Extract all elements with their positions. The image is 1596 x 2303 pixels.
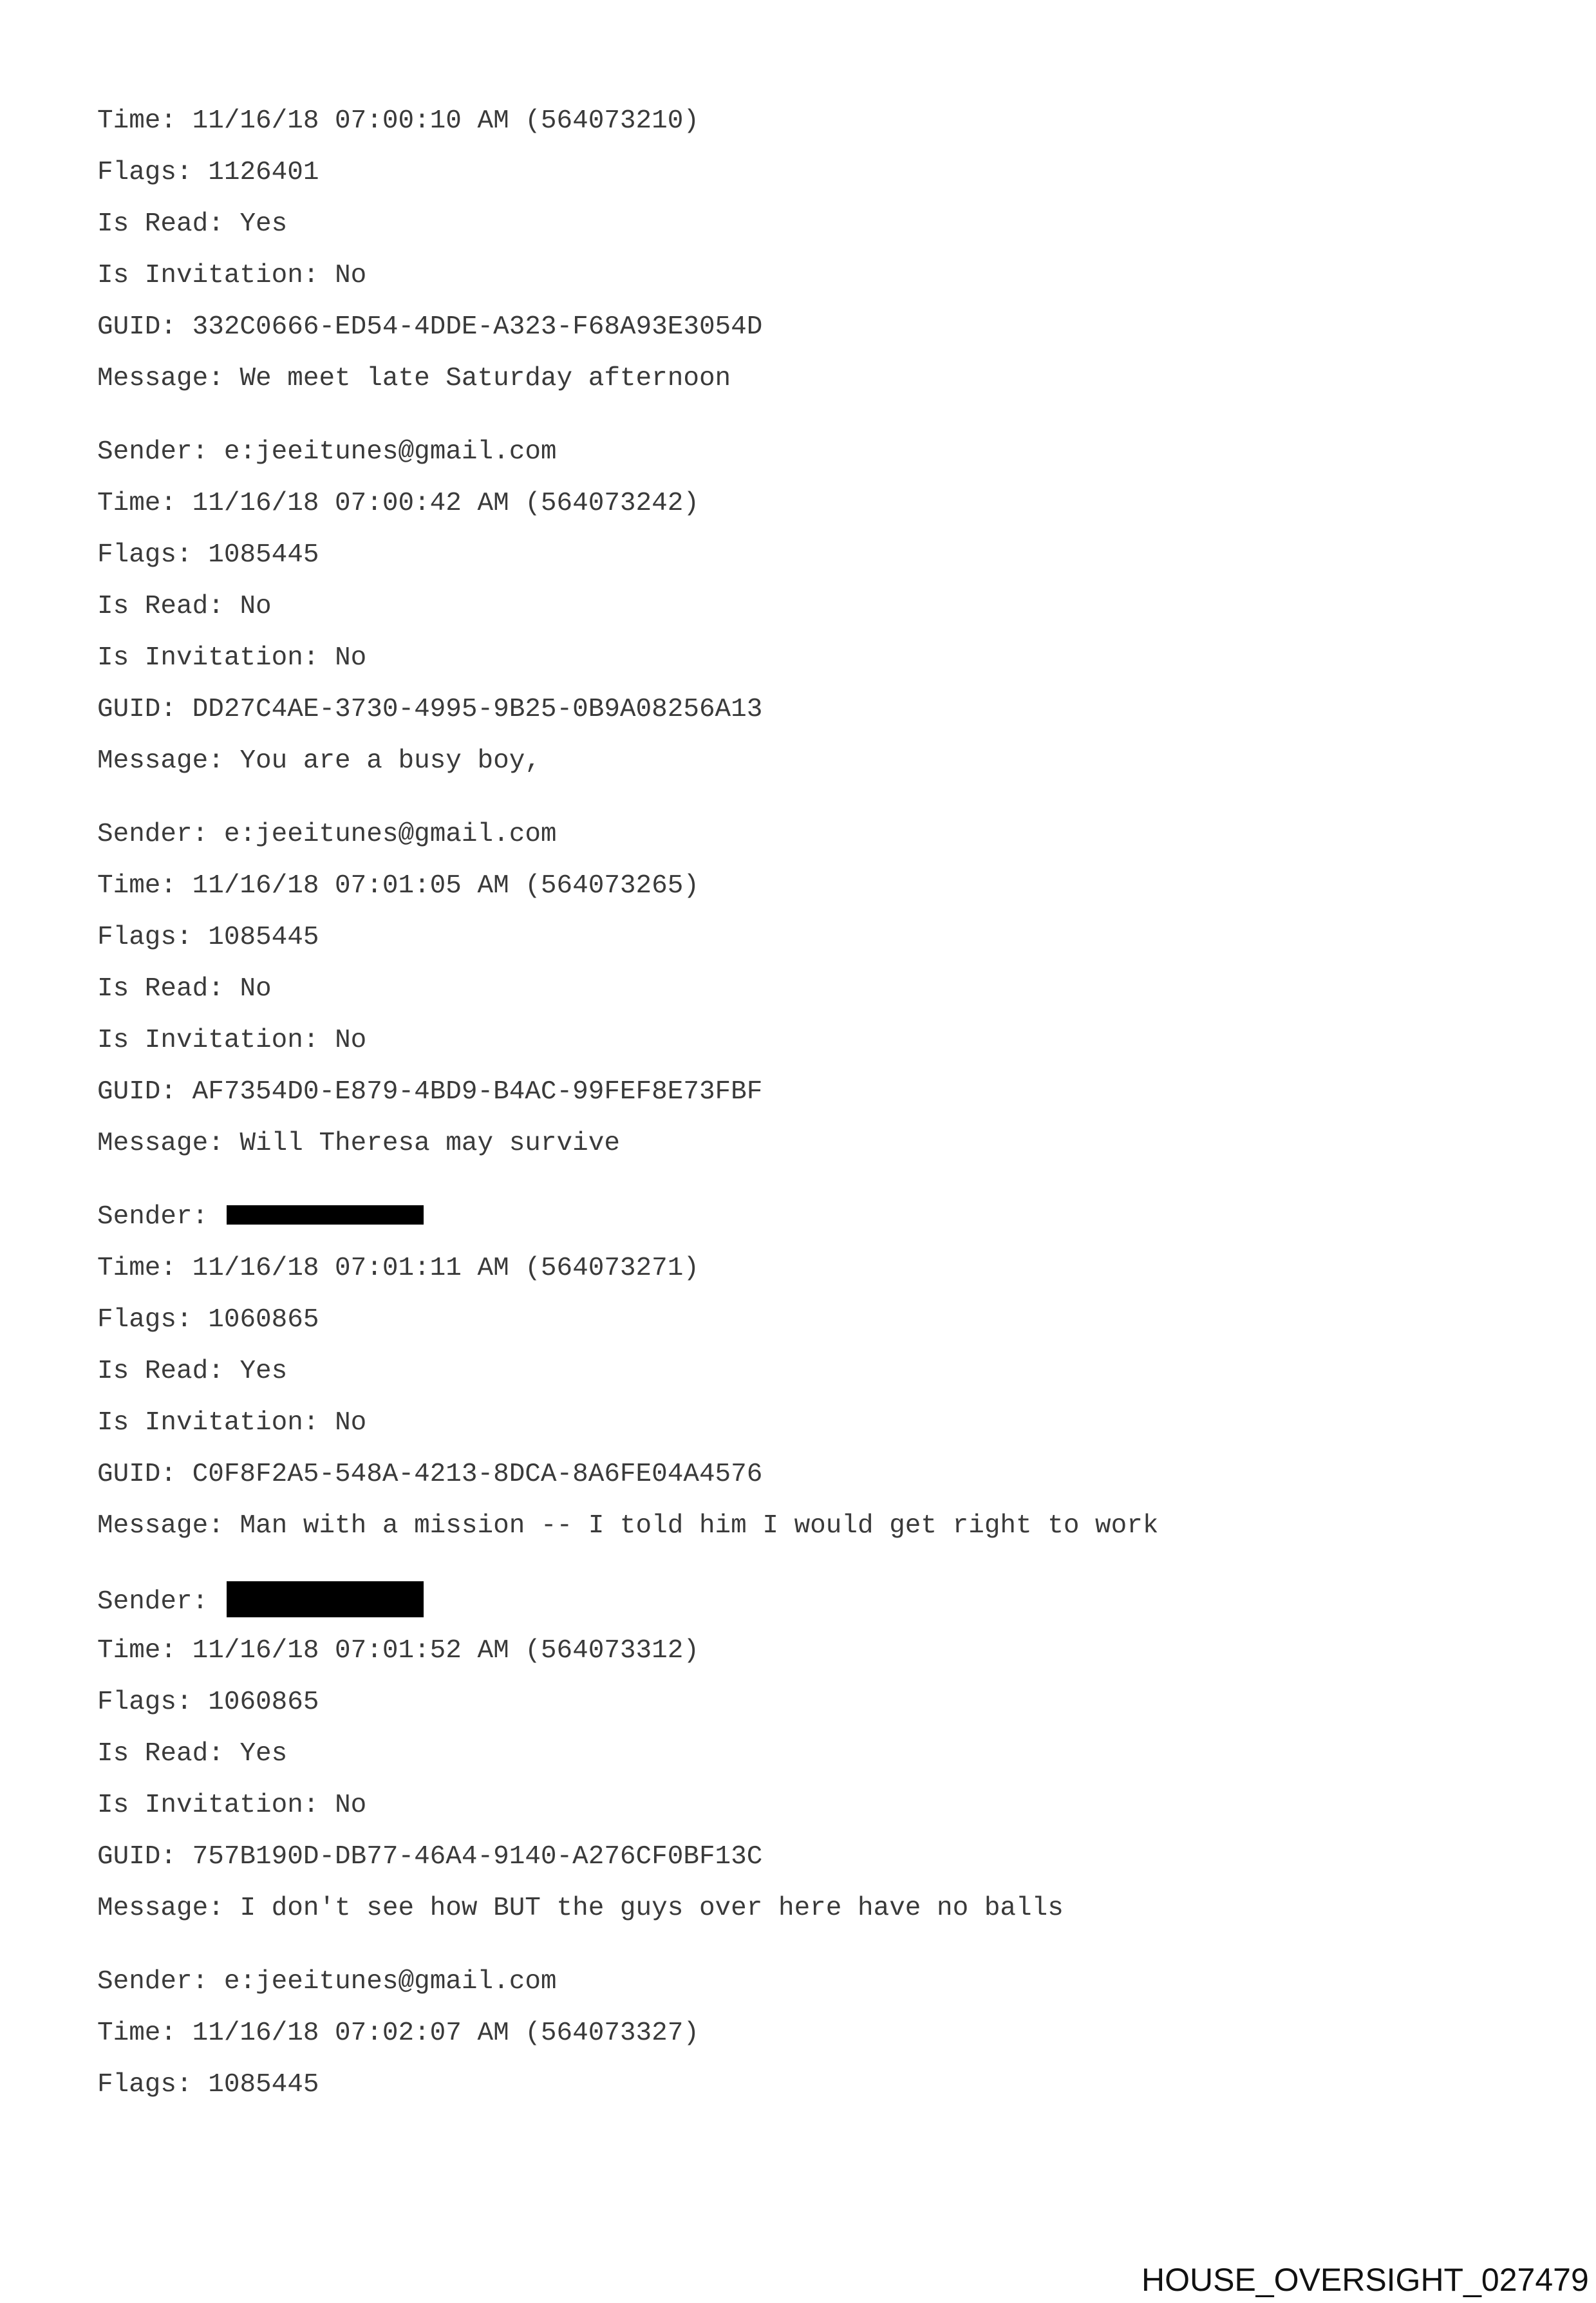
flags-line	[97, 537, 1514, 588]
time-value: 11/16/18 07:01:11 AM (564073271)	[192, 1254, 699, 1283]
message-line	[97, 1125, 1514, 1177]
record-gap	[97, 412, 1514, 434]
time-line	[97, 2015, 1514, 2067]
flags-value: 1126401	[208, 158, 319, 187]
is-invitation-label: Is Invitation:	[97, 1026, 335, 1055]
sender-line	[97, 434, 1514, 485]
flags-label: Flags:	[97, 1305, 209, 1335]
is-read-value: Yes	[239, 1739, 288, 1769]
time-line	[97, 1633, 1514, 1684]
flags-value: 1085445	[208, 540, 319, 570]
sender-label: Sender:	[97, 1202, 224, 1232]
message-line	[97, 1508, 1514, 1559]
is-read-value: Yes	[239, 209, 288, 239]
is-invitation-line	[97, 1787, 1514, 1839]
flags-value: 1085445	[208, 923, 319, 952]
message-record	[97, 1581, 1514, 1942]
time-label: Time:	[97, 1254, 192, 1283]
is-invitation-line	[97, 1022, 1514, 1074]
record-gap	[97, 794, 1514, 816]
guid-label: GUID:	[97, 1842, 192, 1872]
time-label: Time:	[97, 489, 192, 518]
sender-value: e:jeeitunes@gmail.com	[223, 437, 557, 467]
time-line	[97, 1250, 1514, 1302]
time-value: 11/16/18 07:01:52 AM (564073312)	[192, 1636, 699, 1666]
redaction-box	[227, 1581, 424, 1617]
message-line	[97, 1890, 1514, 1942]
redaction-box	[227, 1205, 424, 1225]
guid-value: AF7354D0-E879-4BD9-B4AC-99FEF8E73FBF	[192, 1077, 763, 1107]
guid-label: GUID:	[97, 695, 192, 724]
is-read-value: No	[239, 974, 272, 1004]
time-line	[97, 485, 1514, 537]
guid-value: 332C0666-ED54-4DDE-A323-F68A93E3054D	[192, 312, 763, 342]
is-invitation-value: No	[335, 643, 367, 673]
is-read-line	[97, 971, 1514, 1022]
is-invitation-label: Is Invitation:	[97, 261, 335, 290]
is-read-label: Is Read:	[97, 974, 240, 1004]
flags-label: Flags:	[97, 1687, 209, 1717]
is-read-label: Is Read:	[97, 209, 240, 239]
guid-label: GUID:	[97, 312, 192, 342]
is-invitation-label: Is Invitation:	[97, 643, 335, 673]
sender-value: e:jeeitunes@gmail.com	[223, 820, 557, 849]
time-value: 11/16/18 07:00:10 AM (564073210)	[192, 106, 699, 136]
is-read-label: Is Read:	[97, 592, 240, 621]
is-read-value: Yes	[239, 1357, 288, 1386]
guid-value: C0F8F2A5-548A-4213-8DCA-8A6FE04A4576	[192, 1460, 763, 1489]
guid-value: DD27C4AE-3730-4995-9B25-0B9A08256A13	[192, 695, 763, 724]
is-read-line	[97, 1353, 1514, 1405]
flags-label: Flags:	[97, 158, 209, 187]
sender-line	[97, 816, 1514, 868]
message-label: Message:	[97, 364, 240, 393]
record-gap	[97, 1942, 1514, 1964]
message-log	[97, 103, 1514, 2118]
time-label: Time:	[97, 106, 192, 136]
guid-label: GUID:	[97, 1077, 192, 1107]
guid-label: GUID:	[97, 1460, 192, 1489]
sender-line	[97, 1581, 1514, 1633]
time-label: Time:	[97, 871, 192, 901]
is-invitation-value: No	[335, 1408, 367, 1438]
is-invitation-label: Is Invitation:	[97, 1408, 335, 1438]
time-label: Time:	[97, 1636, 192, 1666]
message-record	[97, 1199, 1514, 1559]
guid-value: 757B190D-DB77-46A4-9140-A276CF0BF13C	[192, 1842, 763, 1872]
bates-number: HOUSE_OVERSIGHT_027479	[1141, 2262, 1589, 2298]
message-value: Will Theresa may survive	[239, 1129, 620, 1158]
flags-value: 1060865	[208, 1305, 319, 1335]
guid-line	[97, 309, 1514, 361]
flags-line	[97, 155, 1514, 206]
flags-line	[97, 2067, 1514, 2118]
time-label: Time:	[97, 2018, 192, 2048]
is-invitation-label: Is Invitation:	[97, 1791, 335, 1820]
is-invitation-line	[97, 258, 1514, 309]
is-invitation-line	[97, 640, 1514, 691]
message-record	[97, 434, 1514, 794]
sender-line	[97, 1199, 1514, 1250]
flags-line	[97, 919, 1514, 971]
sender-line	[97, 1964, 1514, 2015]
time-value: 11/16/18 07:01:05 AM (564073265)	[192, 871, 699, 901]
time-line	[97, 103, 1514, 155]
message-value: We meet late Saturday afternoon	[239, 364, 731, 393]
message-line	[97, 743, 1514, 794]
message-value: You are a busy boy,	[239, 746, 541, 776]
is-read-value: No	[239, 592, 272, 621]
record-gap	[97, 1559, 1514, 1581]
is-read-label: Is Read:	[97, 1357, 240, 1386]
is-invitation-value: No	[335, 1026, 367, 1055]
guid-line	[97, 1074, 1514, 1125]
flags-label: Flags:	[97, 540, 209, 570]
message-label: Message:	[97, 1894, 240, 1923]
sender-label: Sender:	[97, 820, 224, 849]
flags-label: Flags:	[97, 923, 209, 952]
is-invitation-value: No	[335, 1791, 367, 1820]
message-line	[97, 361, 1514, 412]
message-label: Message:	[97, 1511, 240, 1541]
time-line	[97, 868, 1514, 919]
time-value: 11/16/18 07:00:42 AM (564073242)	[192, 489, 699, 518]
message-record	[97, 816, 1514, 1177]
message-record	[97, 1964, 1514, 2118]
guid-line	[97, 1456, 1514, 1508]
message-value: Man with a mission -- I told him I would get right to work	[239, 1511, 1159, 1541]
is-read-line	[97, 588, 1514, 640]
message-value: I don't see how BUT the guys over here have no balls	[239, 1894, 1064, 1923]
is-invitation-value: No	[335, 261, 367, 290]
message-label: Message:	[97, 746, 240, 776]
is-read-line	[97, 1736, 1514, 1787]
guid-line	[97, 691, 1514, 743]
sender-label: Sender:	[97, 437, 224, 467]
sender-value: e:jeeitunes@gmail.com	[223, 1967, 557, 1997]
flags-line	[97, 1684, 1514, 1736]
flags-value: 1060865	[208, 1687, 319, 1717]
is-invitation-line	[97, 1405, 1514, 1456]
message-record	[97, 103, 1514, 412]
flags-value: 1085445	[208, 2070, 319, 2100]
message-label: Message:	[97, 1129, 240, 1158]
time-value: 11/16/18 07:02:07 AM (564073327)	[192, 2018, 699, 2048]
flags-label: Flags:	[97, 2070, 209, 2100]
record-gap	[97, 1177, 1514, 1199]
flags-line	[97, 1302, 1514, 1353]
sender-label: Sender:	[97, 1587, 224, 1617]
guid-line	[97, 1839, 1514, 1890]
sender-label: Sender:	[97, 1967, 224, 1997]
is-read-line	[97, 206, 1514, 258]
is-read-label: Is Read:	[97, 1739, 240, 1769]
